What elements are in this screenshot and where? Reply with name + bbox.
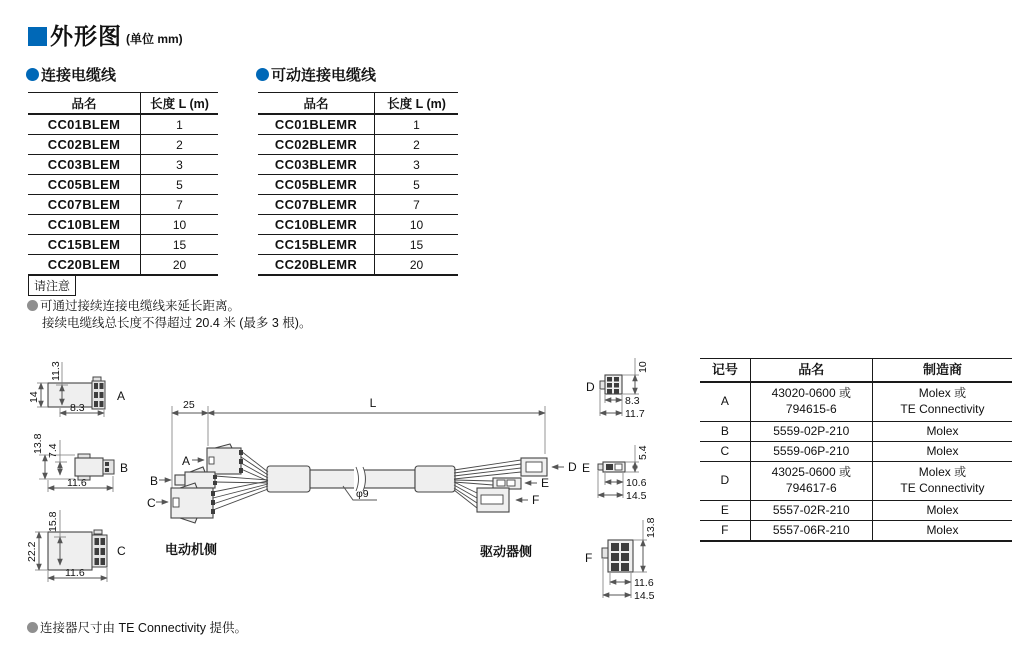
mark-cell: F bbox=[700, 521, 751, 540]
length-cell: 1 bbox=[176, 117, 183, 132]
col-header-maker: 制造商 bbox=[922, 361, 962, 377]
table-row bbox=[258, 115, 458, 135]
table-row bbox=[700, 521, 1012, 540]
maker-cell: Molex bbox=[926, 522, 959, 537]
connector-a-detail bbox=[28, 361, 125, 417]
table-row bbox=[700, 383, 1012, 422]
part-name-cell: CC03BLEMR bbox=[258, 155, 375, 174]
length-cell: 20 bbox=[409, 257, 424, 272]
dim-e-height: 5.4 bbox=[637, 445, 649, 460]
section-heading-fixed-cable bbox=[26, 64, 116, 85]
mark-cell: C bbox=[700, 442, 751, 461]
bullet-icon bbox=[26, 68, 39, 81]
table-row bbox=[28, 255, 218, 274]
blue-square-icon bbox=[28, 27, 47, 46]
part-cell: 5557-02R-210 bbox=[751, 501, 873, 520]
detail-b-label: B bbox=[120, 461, 129, 475]
length-cell: 3 bbox=[413, 157, 420, 172]
cable-trunk bbox=[267, 466, 455, 500]
detail-d-label: D bbox=[586, 380, 595, 394]
section-heading-label: 连接电缆线 bbox=[41, 67, 117, 84]
dim-d-outer-w: 11.7 bbox=[625, 408, 645, 420]
part-name-cell: CC02BLEMR bbox=[258, 135, 375, 154]
table-row bbox=[28, 155, 218, 175]
table-row bbox=[700, 442, 1012, 462]
table-row bbox=[28, 115, 218, 135]
col-header-name: 品名 bbox=[258, 93, 375, 113]
table-row bbox=[258, 235, 458, 255]
connector-c-main bbox=[171, 483, 215, 523]
dim-b-width: 11.6 bbox=[67, 477, 87, 489]
connector-d-detail bbox=[586, 358, 649, 420]
table-row bbox=[258, 215, 458, 235]
part-cell: 5557-06R-210 bbox=[751, 521, 873, 540]
dim-a-inner: 11.3 bbox=[50, 361, 62, 381]
table-header-row bbox=[28, 93, 218, 115]
part-name-cell: CC05BLEM bbox=[28, 175, 141, 194]
callout-f: F bbox=[532, 493, 540, 507]
length-cell: 15 bbox=[409, 237, 424, 252]
mark-cell: B bbox=[700, 422, 751, 441]
detail-a-label: A bbox=[117, 389, 126, 403]
unit-note: (单位 mm) bbox=[126, 32, 183, 46]
length-cell: 5 bbox=[413, 177, 420, 192]
footer-note bbox=[27, 618, 247, 636]
connector-e-detail bbox=[582, 445, 649, 502]
dim-phi9: φ9 bbox=[356, 488, 369, 500]
length-cell: 7 bbox=[413, 197, 420, 212]
length-cell: 1 bbox=[413, 117, 420, 132]
length-cell: 2 bbox=[176, 137, 183, 152]
page-title bbox=[28, 25, 183, 48]
table-row bbox=[700, 462, 1012, 501]
note-line-1 bbox=[27, 296, 240, 314]
detail-f-label: F bbox=[585, 551, 593, 565]
maker-cell: Molex bbox=[926, 443, 959, 458]
table-row bbox=[258, 135, 458, 155]
length-cell: 15 bbox=[172, 237, 187, 252]
table-row bbox=[28, 175, 218, 195]
table-row bbox=[700, 422, 1012, 442]
dim-b-inner: 7.4 bbox=[47, 443, 59, 458]
table-row bbox=[258, 195, 458, 215]
callout-c: C bbox=[147, 496, 156, 510]
part-name-cell: CC15BLEMR bbox=[258, 235, 375, 254]
detail-e-label: E bbox=[582, 461, 591, 475]
part-name-cell: CC02BLEM bbox=[28, 135, 141, 154]
dim-a-outer: 14 bbox=[28, 391, 40, 403]
note-line-2: 接续电缆线总长度不得超过 20.4 米 (最多 3 根)。 bbox=[42, 316, 312, 330]
length-cell: 20 bbox=[172, 257, 187, 272]
part-cell: 5559-02P-210 bbox=[751, 422, 873, 441]
table-row bbox=[28, 135, 218, 155]
part-name-cell: CC01BLEMR bbox=[258, 115, 375, 134]
part-name-cell: CC07BLEMR bbox=[258, 195, 375, 214]
part-cell: 5559-06P-210 bbox=[751, 442, 873, 461]
connector-c-detail bbox=[26, 510, 126, 582]
mark-cell: A bbox=[700, 383, 751, 421]
connector-d-main bbox=[521, 458, 547, 476]
table-row bbox=[700, 501, 1012, 521]
maker-cell: Molex 或 TE Connectivity bbox=[900, 386, 985, 416]
section-heading-flex-cable bbox=[256, 64, 376, 85]
dim-25: 25 bbox=[183, 399, 195, 411]
bullet-icon bbox=[27, 622, 38, 633]
table-header-row bbox=[700, 359, 1012, 383]
motor-side-label: 电动机侧 bbox=[165, 542, 218, 557]
maker-cell: Molex bbox=[926, 423, 959, 438]
fixed-cable-table bbox=[28, 92, 218, 276]
length-cell: 7 bbox=[176, 197, 183, 212]
dim-f-height: 13.8 bbox=[645, 517, 657, 538]
dim-e-inner-w: 10.6 bbox=[626, 477, 647, 489]
part-name-cell: CC03BLEM bbox=[28, 155, 141, 174]
cable-outline-diagram bbox=[25, 350, 700, 610]
length-cell: 10 bbox=[409, 217, 424, 232]
callout-b: B bbox=[150, 474, 159, 488]
table-row bbox=[258, 155, 458, 175]
connector-a-main bbox=[207, 444, 243, 474]
page-title-text: 外形图 bbox=[50, 23, 122, 49]
dim-c-width: 11.6 bbox=[65, 567, 85, 579]
mark-cell: E bbox=[700, 501, 751, 520]
dim-d-inner-w: 8.3 bbox=[625, 395, 640, 407]
col-header-length: 长度 L (m) bbox=[387, 97, 446, 111]
connector-parts-table bbox=[700, 358, 1012, 542]
caution-badge: 请注意 bbox=[28, 275, 76, 296]
col-header-mark: 记号 bbox=[700, 359, 751, 381]
table-row bbox=[258, 175, 458, 195]
connector-b-detail bbox=[32, 433, 128, 492]
detail-c-label: C bbox=[117, 544, 126, 558]
dim-f-inner-w: 11.6 bbox=[634, 577, 654, 589]
dim-e-outer-w: 14.5 bbox=[626, 490, 647, 502]
driver-side-label: 驱动器侧 bbox=[480, 544, 533, 559]
dim-f-outer-w: 14.5 bbox=[634, 590, 655, 602]
part-name-cell: CC10BLEM bbox=[28, 215, 141, 234]
dim-d-height: 10 bbox=[637, 361, 649, 373]
dim-c-outer: 22.2 bbox=[26, 541, 38, 562]
table-row bbox=[258, 255, 458, 274]
mark-cell: D bbox=[700, 462, 751, 500]
part-cell: 43025-0600 或 794617-6 bbox=[751, 462, 873, 500]
part-name-cell: CC20BLEMR bbox=[258, 255, 375, 274]
connector-e-main bbox=[493, 478, 521, 489]
table-header-row bbox=[258, 93, 458, 115]
dim-a-width: 8.3 bbox=[70, 402, 85, 414]
callout-a: A bbox=[182, 454, 191, 468]
section-heading-label: 可动连接电缆线 bbox=[271, 67, 377, 84]
callout-d: D bbox=[568, 460, 577, 474]
dim-b-outer: 13.8 bbox=[32, 433, 44, 454]
part-name-cell: CC05BLEMR bbox=[258, 175, 375, 194]
part-cell: 43020-0600 或 794615-6 bbox=[751, 383, 873, 421]
note-text: 可通过接续连接电缆线来延长距离。 bbox=[40, 299, 241, 313]
col-header-length: 长度 L (m) bbox=[150, 97, 209, 111]
length-cell: 2 bbox=[413, 137, 420, 152]
callout-e: E bbox=[541, 476, 550, 490]
footer-note-text: 连接器尺寸由 TE Connectivity 提供。 bbox=[40, 621, 247, 635]
connector-f-main bbox=[477, 488, 509, 512]
col-header-part: 品名 bbox=[751, 359, 873, 381]
connector-f-detail bbox=[585, 517, 657, 602]
bullet-icon bbox=[27, 300, 38, 311]
flex-cable-table bbox=[258, 92, 458, 276]
length-cell: 3 bbox=[176, 157, 183, 172]
maker-cell: Molex 或 TE Connectivity bbox=[900, 465, 985, 495]
dim-L: L bbox=[369, 396, 377, 410]
dim-c-inner: 15.8 bbox=[47, 511, 59, 532]
part-name-cell: CC10BLEMR bbox=[258, 215, 375, 234]
part-name-cell: CC01BLEM bbox=[28, 115, 141, 134]
part-name-cell: CC07BLEM bbox=[28, 195, 141, 214]
part-name-cell: CC20BLEM bbox=[28, 255, 141, 274]
length-cell: 10 bbox=[172, 217, 187, 232]
maker-cell: Molex bbox=[926, 502, 959, 517]
part-name-cell: CC15BLEM bbox=[28, 235, 141, 254]
col-header-name: 品名 bbox=[28, 93, 141, 113]
length-cell: 5 bbox=[176, 177, 183, 192]
table-row bbox=[28, 235, 218, 255]
bullet-icon bbox=[256, 68, 269, 81]
table-row bbox=[28, 195, 218, 215]
table-row bbox=[28, 215, 218, 235]
